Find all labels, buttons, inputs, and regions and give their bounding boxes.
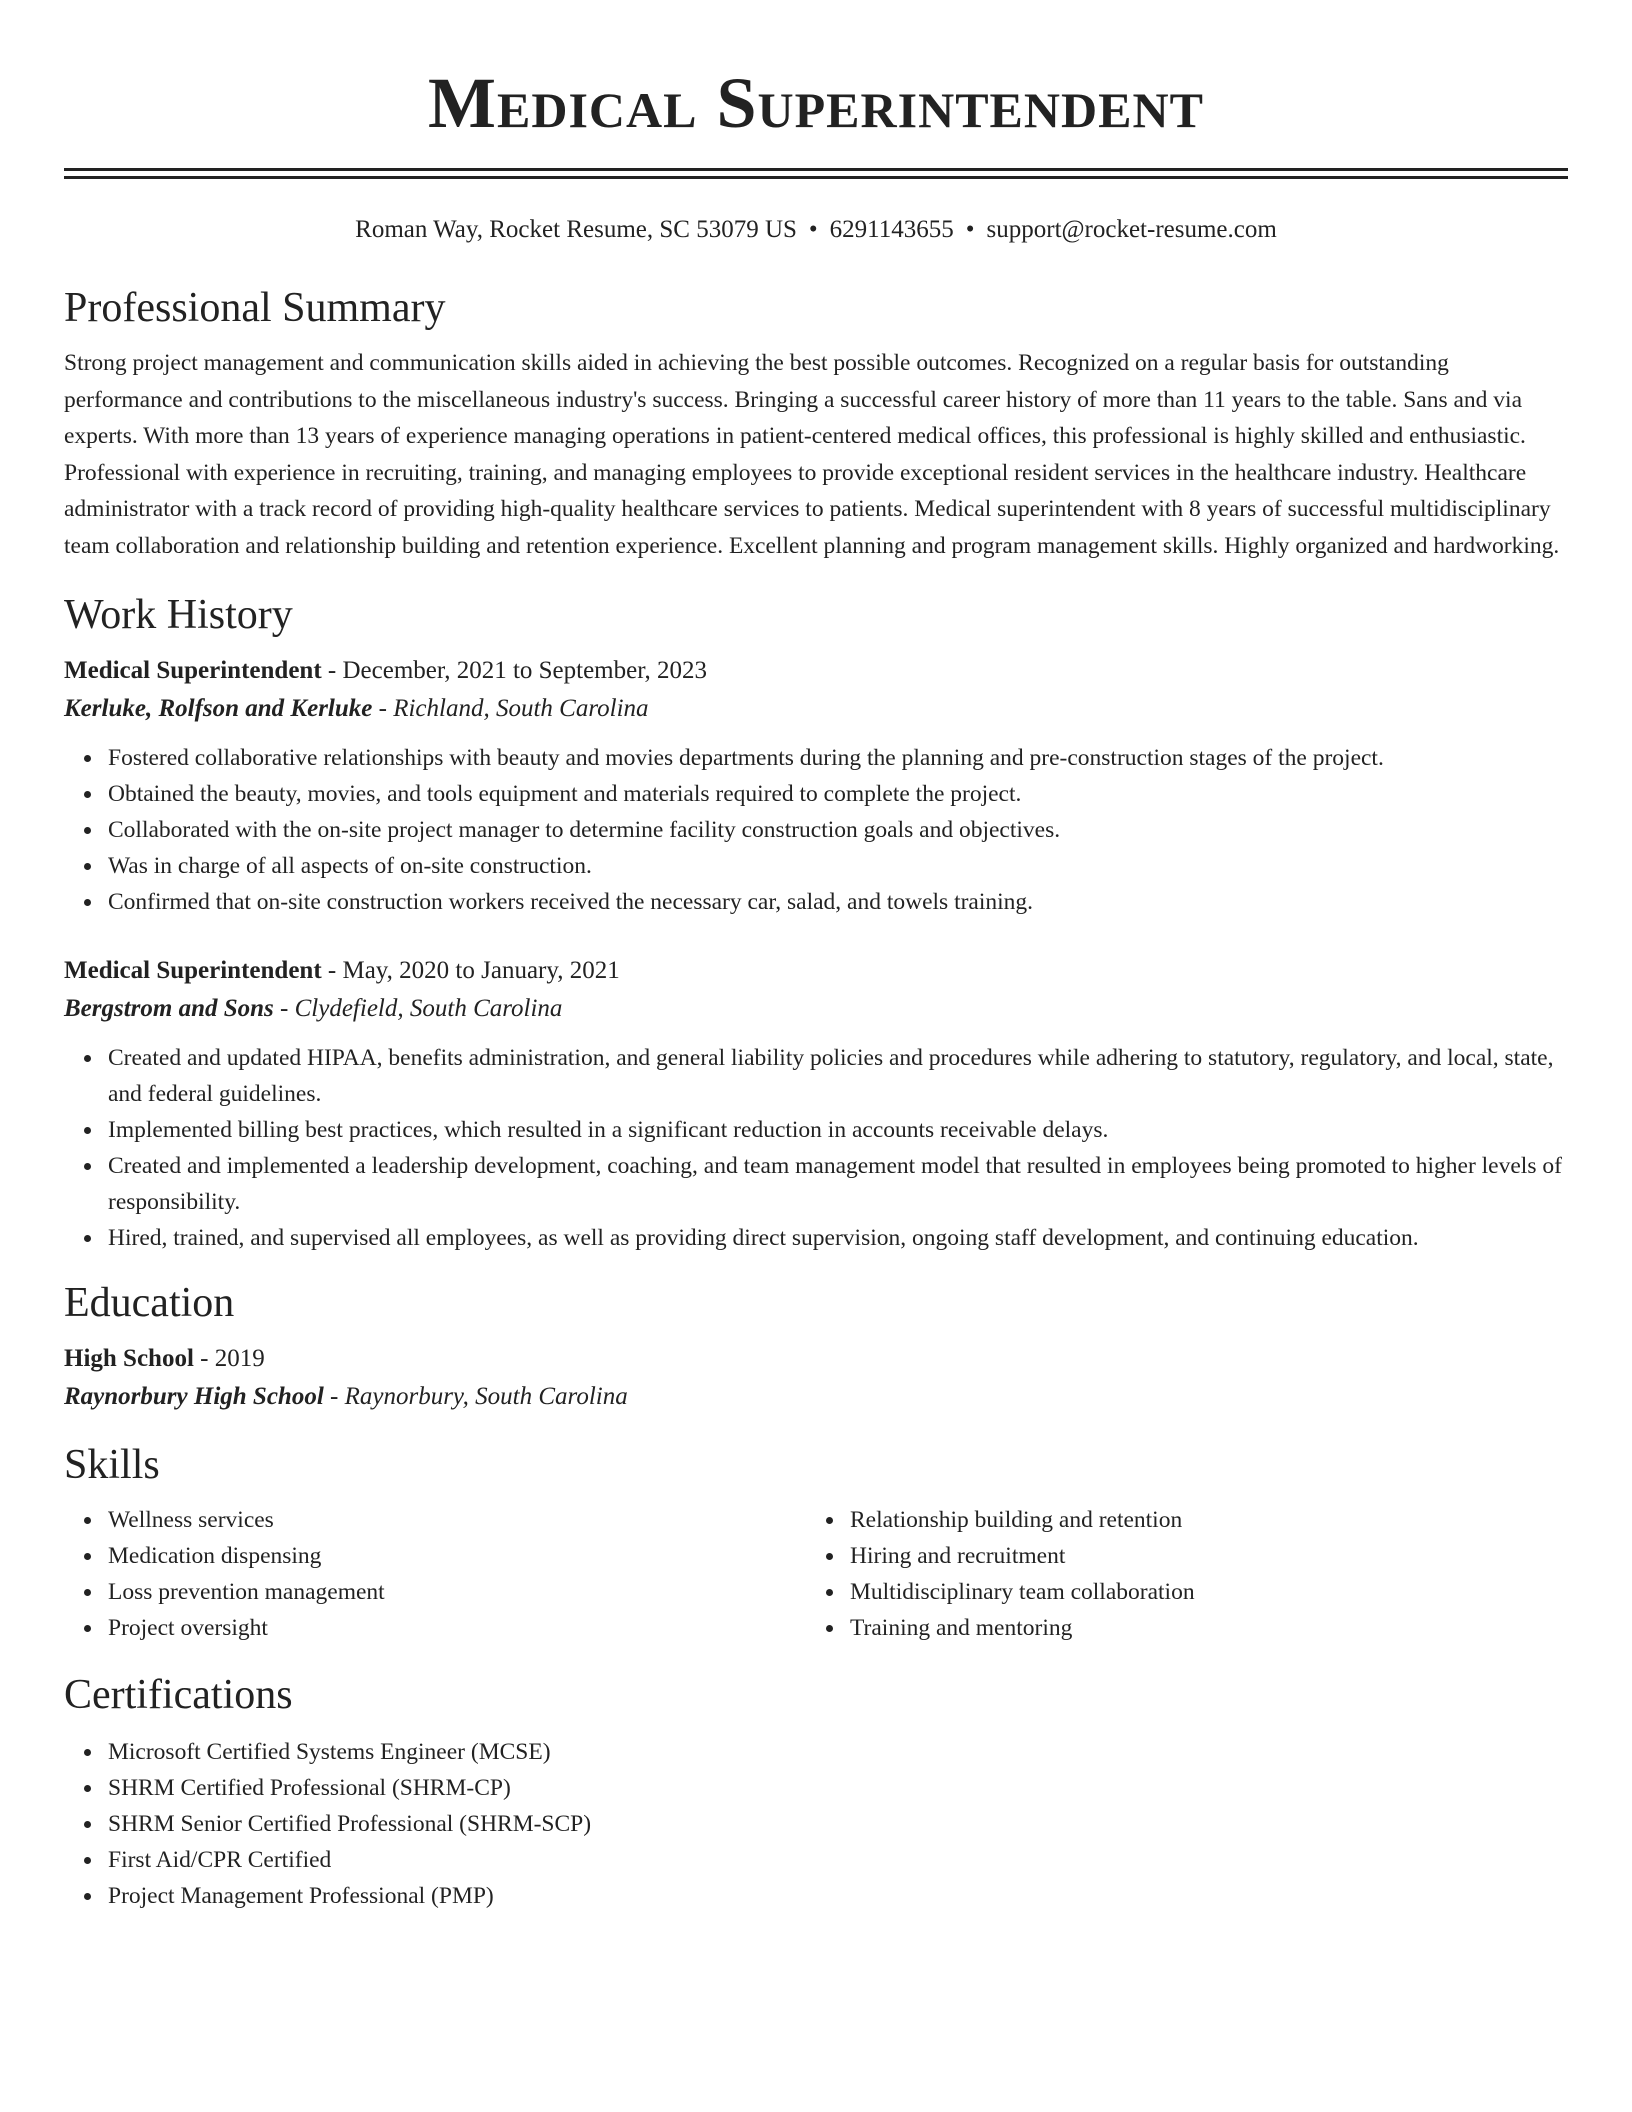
section-title-summary: Professional Summary — [64, 285, 446, 331]
job-location: - Richland, South Carolina — [372, 695, 649, 722]
job-bullets — [64, 1040, 1568, 1256]
job-company-line — [64, 990, 1568, 1028]
job-company-line — [64, 690, 1568, 728]
education-degree: High School — [64, 1345, 194, 1372]
education-degree-line — [64, 1340, 1568, 1378]
header-divider — [64, 168, 1568, 179]
education-school: Raynorbury High School — [64, 1383, 324, 1410]
job-dates: - December, 2021 to September, 2023 — [321, 657, 708, 684]
section-title-work: Work History — [64, 592, 293, 638]
list-item: Implemented billing best practices, which resulted in a significant reduction in accounts receivable delays. — [108, 1112, 1568, 1148]
job-company: Kerluke, Rolfson and Kerluke — [64, 695, 373, 722]
list-item: Microsoft Certified Systems Engineer (MCSE) — [108, 1734, 1568, 1770]
job-entry — [64, 952, 1568, 1256]
list-item: Fostered collaborative relationships with beauty and movies departments during the planning and pre-construction stages of the project. — [108, 740, 1568, 776]
job-entry — [64, 652, 1568, 920]
skills-list — [806, 1502, 1548, 1646]
list-item: First Aid/CPR Certified — [108, 1842, 1568, 1878]
list-item: Confirmed that on-site construction workers received the necessary car, salad, and towels training. — [108, 884, 1568, 920]
contact-line — [64, 213, 1568, 247]
list-item: Was in charge of all aspects of on-site construction. — [108, 848, 1568, 884]
education-year: - 2019 — [193, 1345, 265, 1372]
list-item: Hired, trained, and supervised all employees, as well as providing direct supervision, ongoing staff development, and continuing education. — [108, 1220, 1568, 1256]
list-item: Relationship building and retention — [850, 1502, 1548, 1538]
section-title-skills: Skills — [64, 1442, 160, 1488]
job-position: Medical Superintendent — [64, 657, 322, 684]
list-item: Obtained the beauty, movies, and tools equipment and materials required to complete the project. — [108, 776, 1568, 812]
skills-column-right — [806, 1502, 1548, 1646]
job-title-line — [64, 652, 1568, 690]
education-school-line — [64, 1378, 1568, 1416]
job-position: Medical Superintendent — [64, 957, 322, 984]
job-title-line — [64, 952, 1568, 990]
list-item: Loss prevention management — [108, 1574, 806, 1610]
list-item: Multidisciplinary team collaboration — [850, 1574, 1548, 1610]
list-item: Wellness services — [108, 1502, 806, 1538]
contact-email: support@rocket-resume.com — [986, 216, 1277, 243]
list-item: Project Management Professional (PMP) — [108, 1878, 1568, 1914]
contact-separator: • — [808, 216, 818, 243]
skills-grid — [64, 1502, 1568, 1646]
education-location: - Raynorbury, South Carolina — [323, 1383, 628, 1410]
contact-phone: 6291143655 — [829, 216, 954, 243]
list-item: Collaborated with the on-site project manager to determine facility construction goals and objectives. — [108, 812, 1568, 848]
list-item: Hiring and recruitment — [850, 1538, 1548, 1574]
section-title-certifications: Certifications — [64, 1672, 293, 1718]
section-title-education: Education — [64, 1280, 235, 1326]
skills-column-left — [64, 1502, 806, 1646]
skills-list — [64, 1502, 806, 1646]
contact-address: Roman Way, Rocket Resume, SC 53079 US — [355, 216, 797, 243]
candidate-name: Medical Superintendent — [428, 63, 1204, 143]
list-item: Created and updated HIPAA, benefits administration, and general liability policies and procedures while adhering to statutory, regulatory, and local, state, and federal guidelines. — [108, 1040, 1568, 1112]
education-entry — [64, 1340, 1568, 1416]
summary-text: Strong project management and communication skills aided in achieving the best possible outcomes. Recognized on a regular basis for outstanding performance and contributions to the miscellaneous industry's success. Bringing a successful career history of more than 11 years to the table. Sans and via experts. With more than 13 years of experience managing operations in patient-centered medical offices, this professional is highly skilled and enthusiastic. Professional with experience in recruiting, training, and managing employees to provide exceptional resident services in the healthcare industry. Healthcare administrator with a track record of providing high-quality healthcare services to patients. Medical superintendent with 8 years of successful multidisciplinary team collaboration and relationship building and retention experience. Excellent planning and program management skills. Highly organized and hardworking. — [64, 350, 1560, 559]
job-bullets — [64, 740, 1568, 920]
contact-separator: • — [965, 216, 975, 243]
list-item: Project oversight — [108, 1610, 806, 1646]
job-dates: - May, 2020 to January, 2021 — [321, 957, 620, 984]
list-item: Training and mentoring — [850, 1610, 1548, 1646]
list-item: Medication dispensing — [108, 1538, 806, 1574]
list-item: Created and implemented a leadership development, coaching, and team management model that resulted in employees being promoted to higher levels of responsibility. — [108, 1148, 1568, 1220]
list-item: SHRM Senior Certified Professional (SHRM-SCP) — [108, 1806, 1568, 1842]
list-item: SHRM Certified Professional (SHRM-CP) — [108, 1770, 1568, 1806]
job-company: Bergstrom and Sons — [64, 995, 274, 1022]
job-location: - Clydefield, South Carolina — [273, 995, 563, 1022]
certifications-list — [64, 1734, 1568, 1914]
